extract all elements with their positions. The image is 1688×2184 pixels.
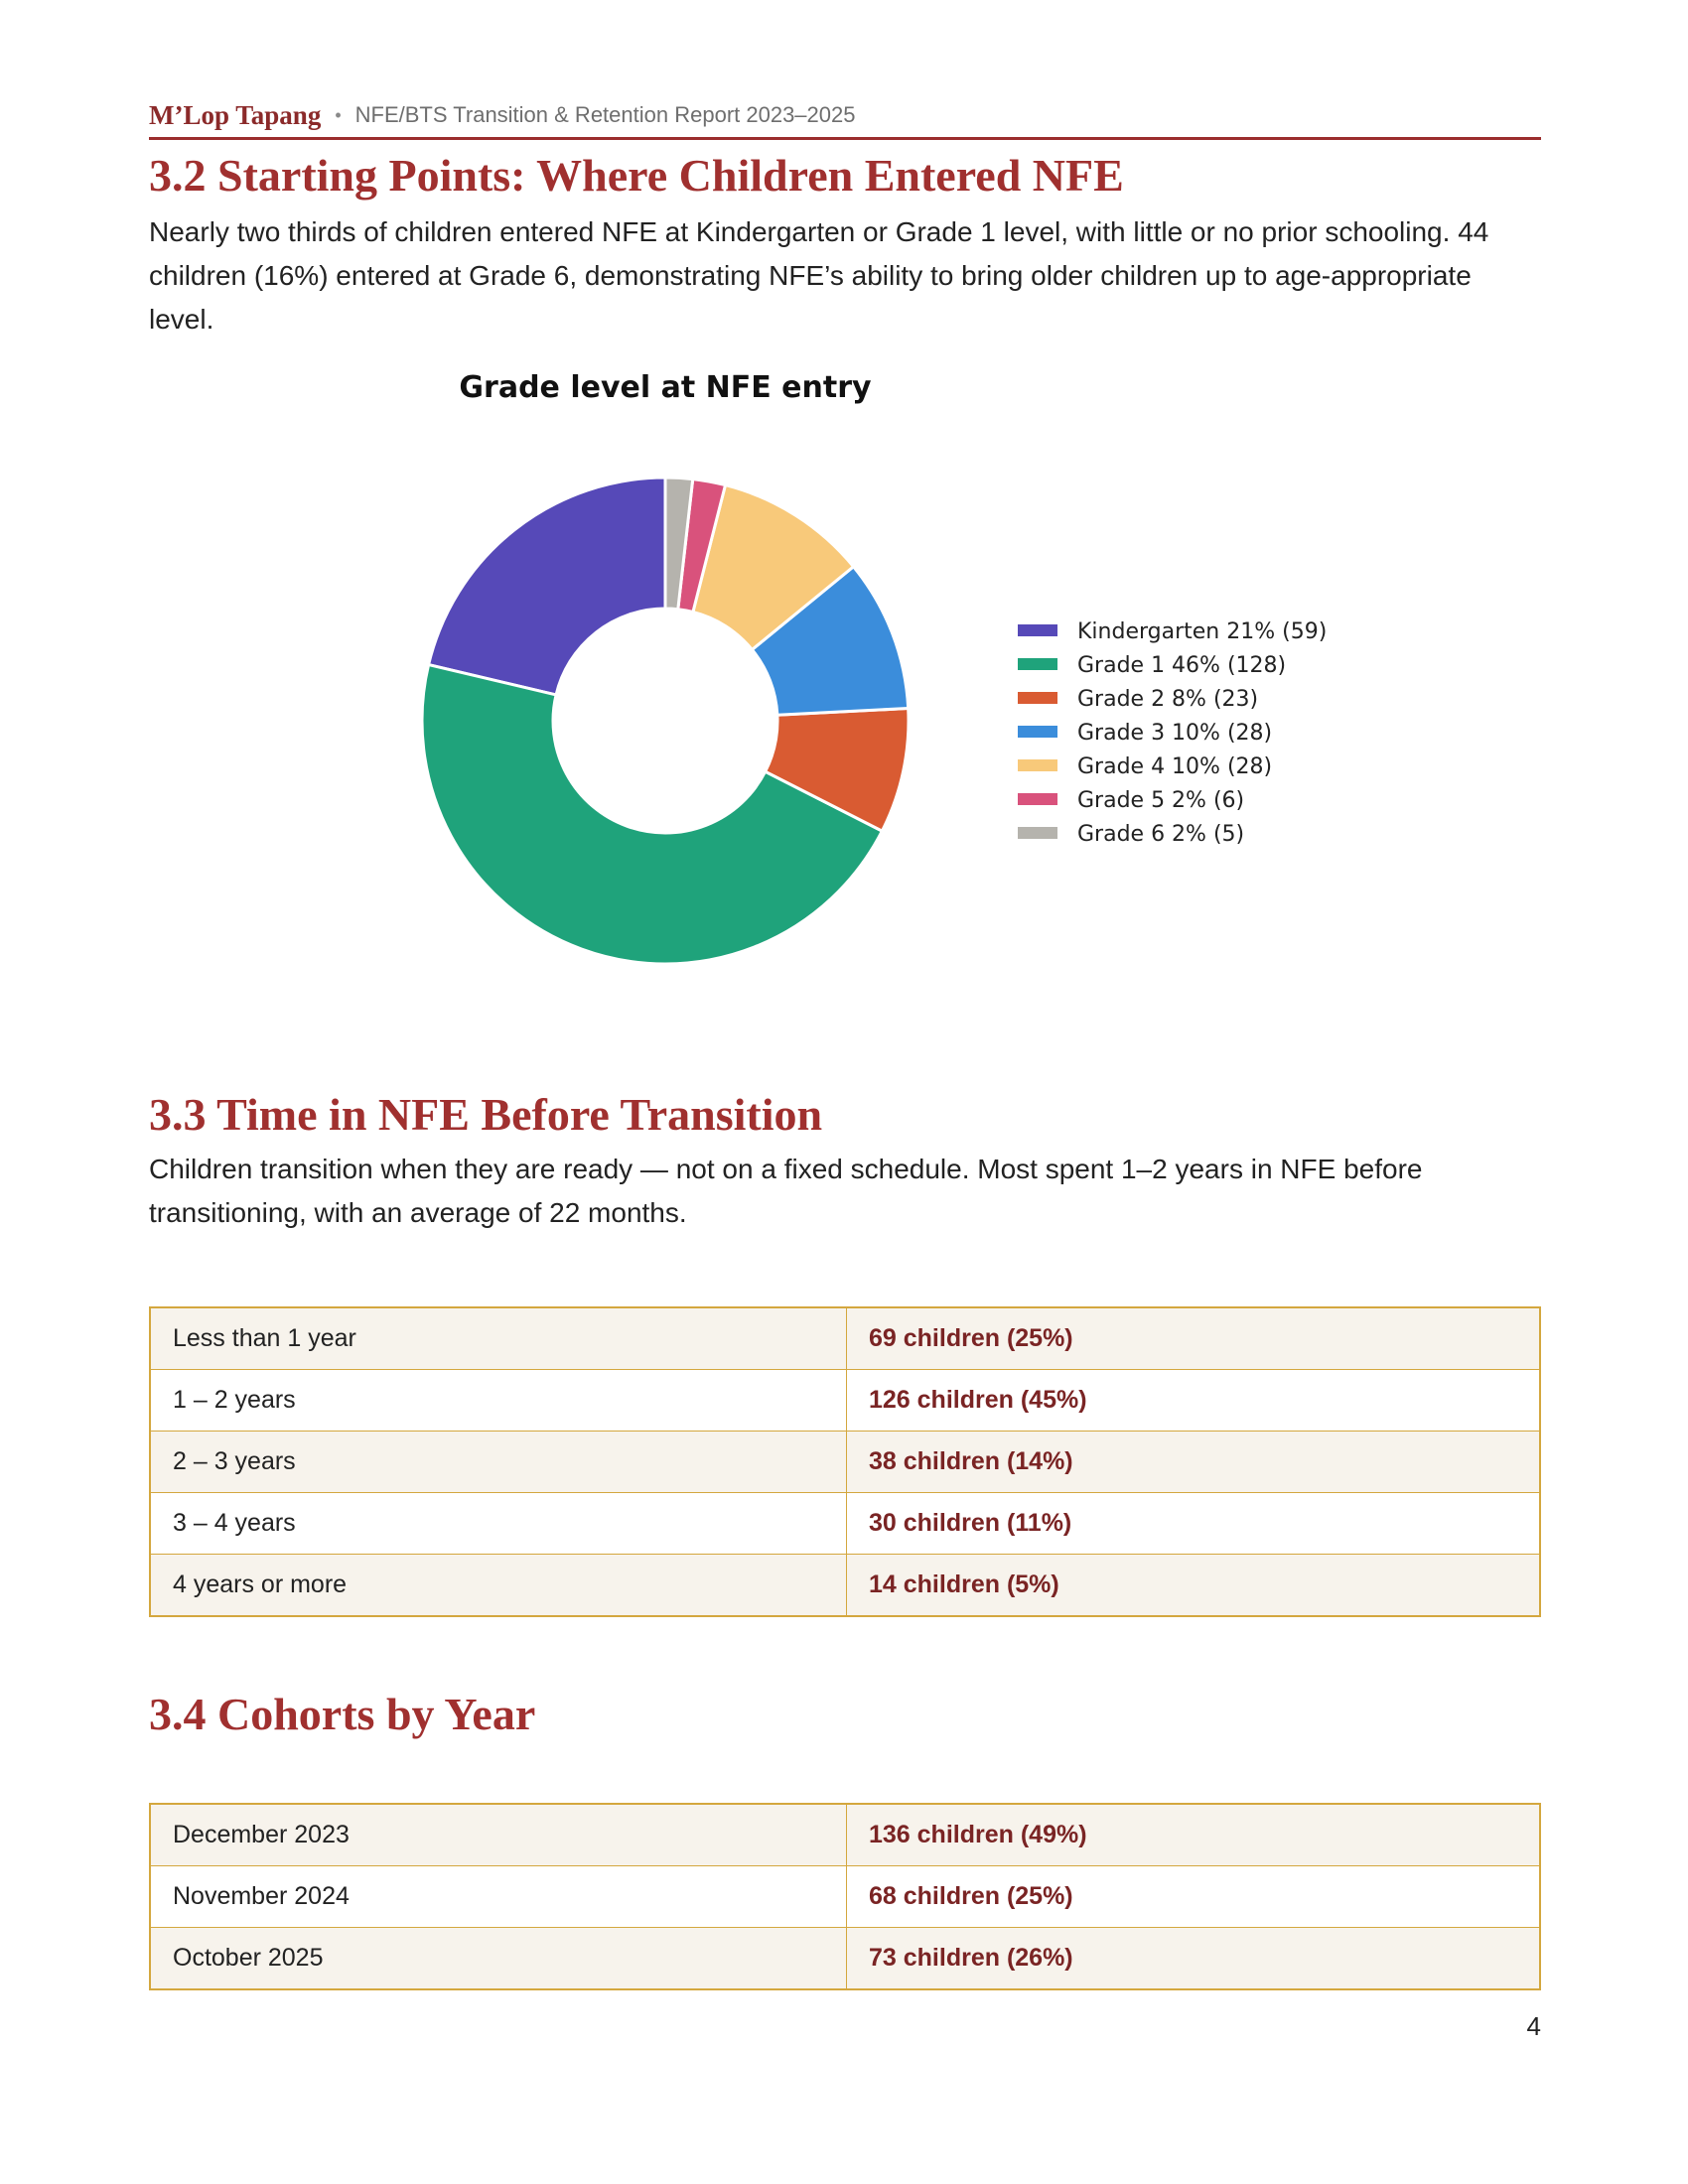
row-value: 38 children (14%) [847, 1432, 1541, 1493]
table-row [150, 1866, 1540, 1928]
report-title: NFE/BTS Transition & Retention Report 2023–2025 [354, 102, 856, 127]
header-rule [149, 137, 1541, 140]
row-value: 136 children (49%) [847, 1804, 1541, 1866]
row-value: 68 children (25%) [847, 1866, 1541, 1928]
row-value: 126 children (45%) [847, 1370, 1541, 1432]
time-in-nfe-table [149, 1306, 1541, 1617]
legend-label-1: Grade 1 46% (128) [1077, 653, 1287, 678]
legend-swatch-3 [1018, 726, 1057, 738]
chart-slices [422, 478, 909, 964]
row-label: 1 – 2 years [150, 1370, 847, 1432]
legend-swatch-5 [1018, 793, 1057, 805]
table-row [150, 1432, 1540, 1493]
page-number: 4 [1526, 2011, 1541, 2041]
page-header [149, 95, 1541, 135]
section-3-3-heading: 3.3 Time in NFE Before Transition [149, 1089, 823, 1140]
legend-label-5: Grade 5 2% (6) [1077, 788, 1245, 813]
row-value: 14 children (5%) [847, 1555, 1541, 1617]
row-value: 30 children (11%) [847, 1493, 1541, 1555]
row-label: 3 – 4 years [150, 1493, 847, 1555]
table-row [150, 1555, 1540, 1617]
table-row [150, 1493, 1540, 1555]
header-separator: • [335, 104, 342, 125]
legend-label-0: Kindergarten 21% (59) [1077, 619, 1328, 644]
section-3-3-body: Children transition when they are ready — not on a fixed schedule. Most spent 1–2 years in NFE before transitioning, with an average of 22 months. [149, 1154, 1423, 1228]
legend-label-4: Grade 4 10% (28) [1077, 754, 1273, 779]
legend-label-3: Grade 3 10% (28) [1077, 721, 1273, 746]
legend-swatch-2 [1018, 692, 1057, 704]
table-row [150, 1370, 1540, 1432]
table-row [150, 1928, 1540, 1990]
legend-swatch-6 [1018, 827, 1057, 839]
row-label: 4 years or more [150, 1555, 847, 1617]
chart-legend [1018, 619, 1327, 847]
cohorts-table [149, 1803, 1541, 1990]
organization-name: M’Lop Tapang [149, 99, 322, 130]
legend-swatch-0 [1018, 624, 1057, 636]
legend-swatch-1 [1018, 658, 1057, 670]
grade-entry-donut-chart [149, 357, 1541, 1013]
section-3-4-heading: 3.4 Cohorts by Year [149, 1689, 536, 1739]
row-label: Less than 1 year [150, 1307, 847, 1370]
table-row [150, 1307, 1540, 1370]
legend-label-6: Grade 6 2% (5) [1077, 822, 1245, 847]
slice-0 [429, 478, 665, 695]
row-value: 69 children (25%) [847, 1307, 1541, 1370]
section-3-2-heading: 3.2 Starting Points: Where Children Entered NFE [149, 150, 1124, 201]
legend-label-2: Grade 2 8% (23) [1077, 687, 1259, 712]
table-row [150, 1804, 1540, 1866]
chart-title: Grade level at NFE entry [459, 370, 872, 405]
row-label: 2 – 3 years [150, 1432, 847, 1493]
row-value: 73 children (26%) [847, 1928, 1541, 1990]
section-3-2-body: Nearly two thirds of children entered NFE at Kindergarten or Grade 1 level, with little or no prior schooling. 44 children (16%) entered at Grade 6, demonstrating NFE’s ability to bring older children up to age-appropriate level. [149, 216, 1489, 335]
row-label: December 2023 [150, 1804, 847, 1866]
row-label: November 2024 [150, 1866, 847, 1928]
row-label: October 2025 [150, 1928, 847, 1990]
legend-swatch-4 [1018, 759, 1057, 771]
